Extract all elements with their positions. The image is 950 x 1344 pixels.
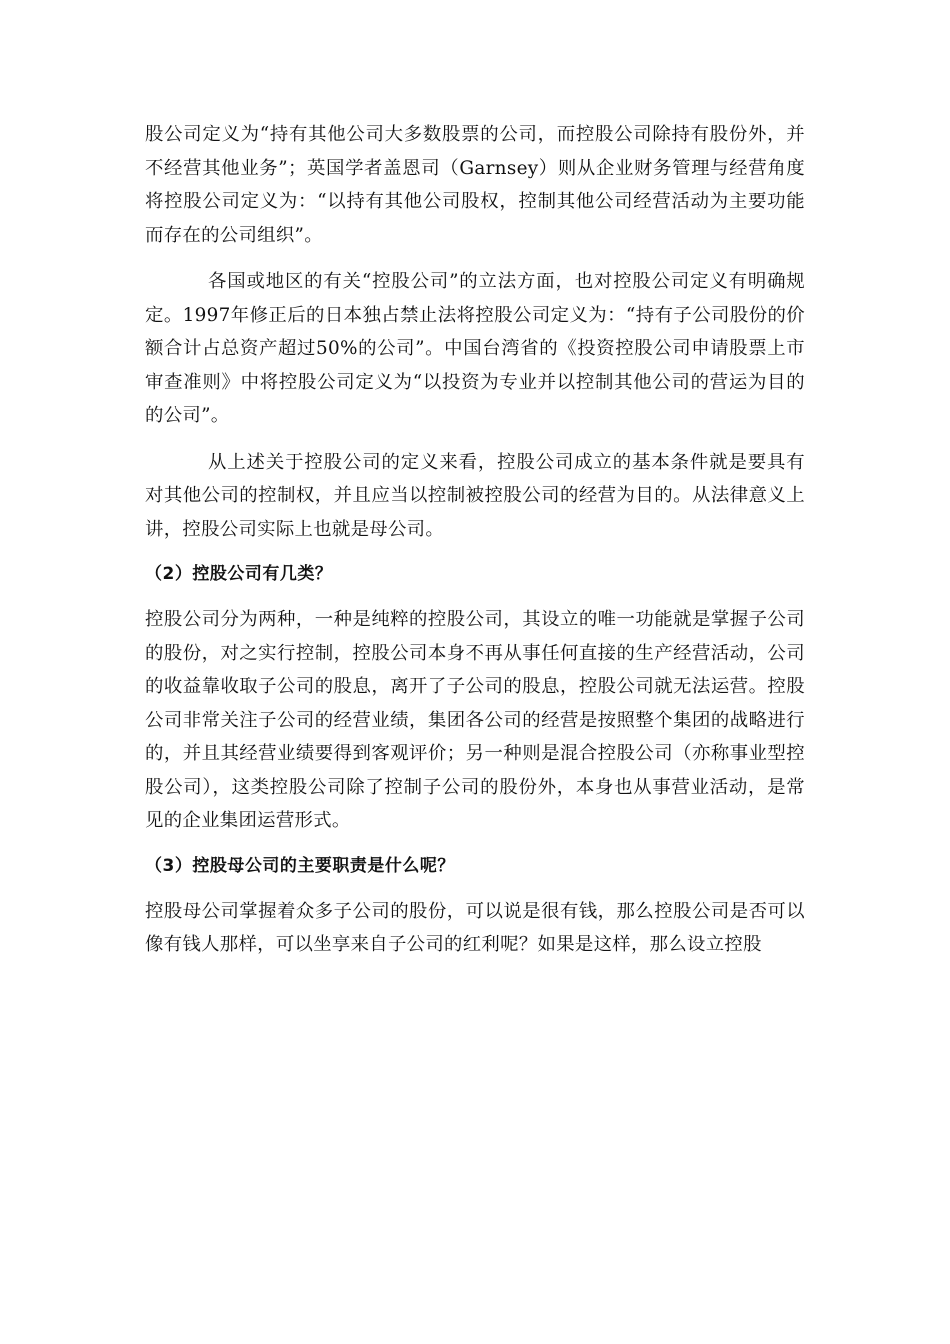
document-page <box>145 118 805 962</box>
paragraph-definition-legislation: 各国或地区的有关“控股公司”的立法方面，也对控股公司定义有明确规定。1997年修正后的日本独占禁止法将控股公司定义为：“持有子公司股份的价额合计占总资产超过50%的公司”。中国台湾省的《投资控股公司申请股票上市审查准则》中将控股公司定义为“以投资为专业并以控制其他公司的营运为目的的公司”。 <box>145 271 805 426</box>
section-heading-types: （2）控股公司有几类？ <box>145 564 333 584</box>
section-heading-duties: （3）控股母公司的主要职责是什么呢？ <box>145 855 455 876</box>
paragraph-definition-scholars: 股公司定义为“持有其他公司大多数股票的公司，而控股公司除持有股份外，并不经营其他业务”；英国学者盖恩司（Garnsey）则从企业财务管理与经营角度将控股公司定义为：“以持有其他公司股权，控制其他公司经营活动为主要功能而存在的公司组织”。 <box>145 124 805 246</box>
paragraph-definition-summary: 从上述关于控股公司的定义来看，控股公司成立的基本条件就是要具有对其他公司的控制权，并且应当以控制被控股公司的经营为目的。从法律意义上讲，控股公司实际上也就是母公司。 <box>145 451 805 540</box>
paragraph-parent-company-duties: 控股母公司掌握着众多子公司的股份，可以说是很有钱，那么控股公司是否可以像有钱人那样，可以坐享来自子公司的红利呢？如果是这样，那么设立控股 <box>145 900 805 955</box>
paragraph-holding-company-types: 控股公司分为两种，一种是纯粹的控股公司，其设立的唯一功能就是掌握子公司的股份，对之实行控制，控股公司本身不再从事任何直接的生产经营活动，公司的收益靠收取子公司的股息，离开了子公司的股息，控股公司就无法运营。控股公司非常关注子公司的经营业绩，集团各公司的经营是按照整个集团的战略进行的，并且其经营业绩要得到客观评价；另一种则是混合控股公司（亦称事业型控股公司），这类控股公司除了控制子公司的股份外，本身也从事营业活动，是常见的企业集团运营形式。 <box>145 609 805 831</box>
